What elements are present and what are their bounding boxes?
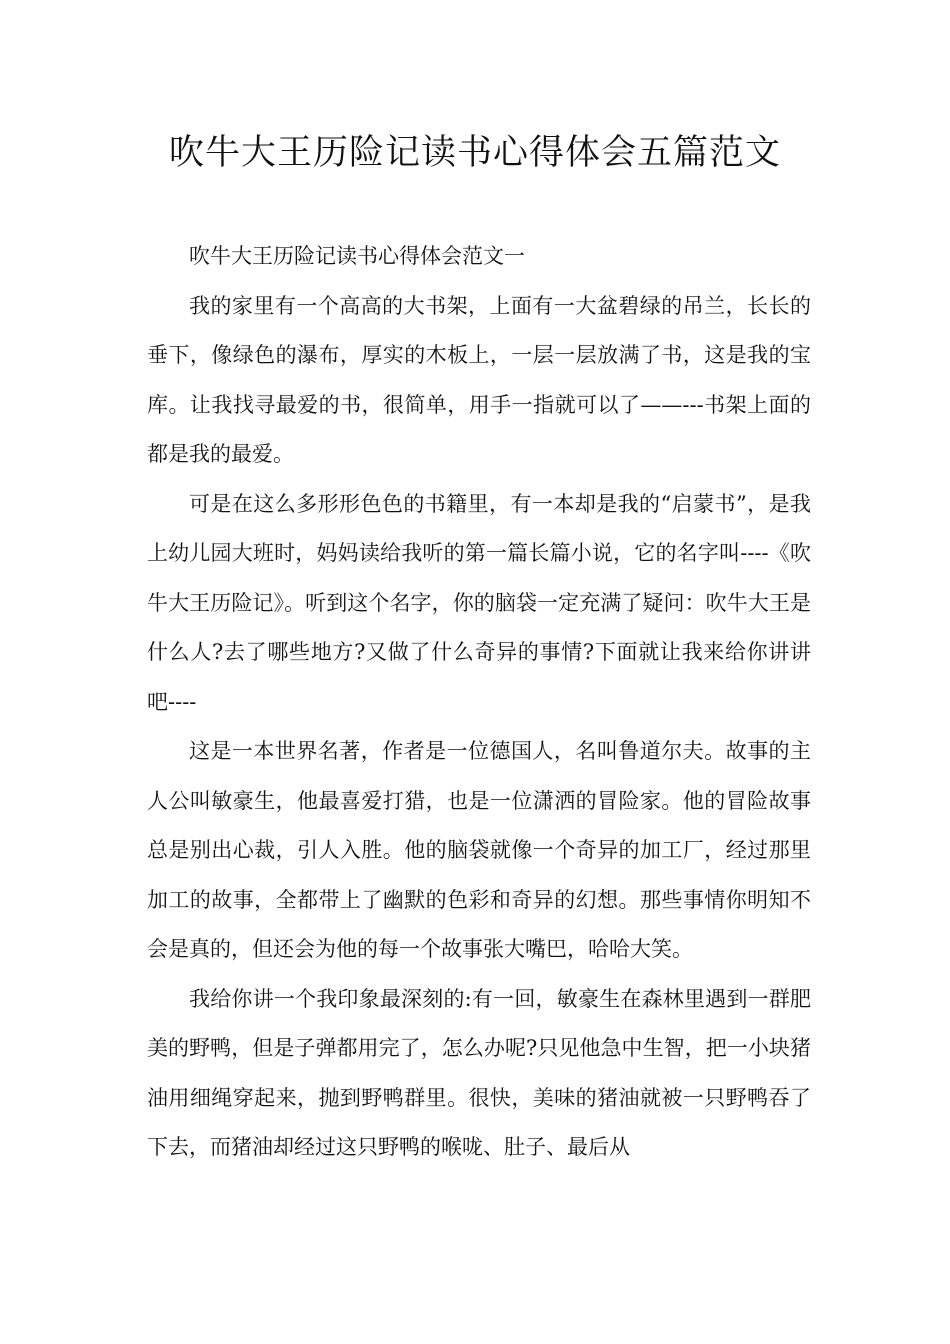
document-body (147, 232, 811, 1173)
paragraph-3: 这是一本世界名著，作者是一位德国人，名叫鲁道尔夫。故事的主人公叫敏豪生，他最喜爱打猎，也是一位潇洒的冒险家。他的冒险故事总是别出心裁，引人入胜。他的脑袋就像一个奇异的加工厂，经过那里加工的故事，全都带上了幽默的色彩和奇异的幻想。那些事情你明知不会是真的，但还会为他的每一个故事张大嘴巴，哈哈大笑。 (147, 739, 811, 961)
paragraph-4: 我给你讲一个我印象最深刻的:有一回，敏豪生在森林里遇到一群肥美的野鸭，但是子弹都用完了，怎么办呢?只见他急中生智，把一小块猪油用细绳穿起来，抛到野鸭群里。很快，美味的猪油就被一只野鸭吞了下去，而猪油却经过这只野鸭的喉咙、肚子、最后从 (147, 986, 811, 1159)
paragraph-1: 我的家里有一个高高的大书架，上面有一大盆碧绿的吊兰，长长的垂下，像绿色的瀑布，厚实的木板上，一层一层放满了书，这是我的宝库。让我找寻最爱的书，很简单，用手一指就可以了——---书架上面的都是我的最爱。 (147, 293, 811, 466)
section-heading: 吹牛大王历险记读书心得体会范文一 (189, 244, 525, 268)
document-title: 吹牛大王历险记读书心得体会五篇范文 (168, 133, 781, 173)
paragraph-2: 可是在这么多形形色色的书籍里，有一本却是我的“启蒙书”，是我上幼儿园大班时，妈妈读给我听的第一篇长篇小说，它的名字叫----《吹牛大王历险记》。听到这个名字，你的脑袋一定充满了疑问：吹牛大王是什么人?去了哪些地方?又做了什么奇异的事情?下面就让我来给你讲讲吧---- (147, 491, 811, 714)
